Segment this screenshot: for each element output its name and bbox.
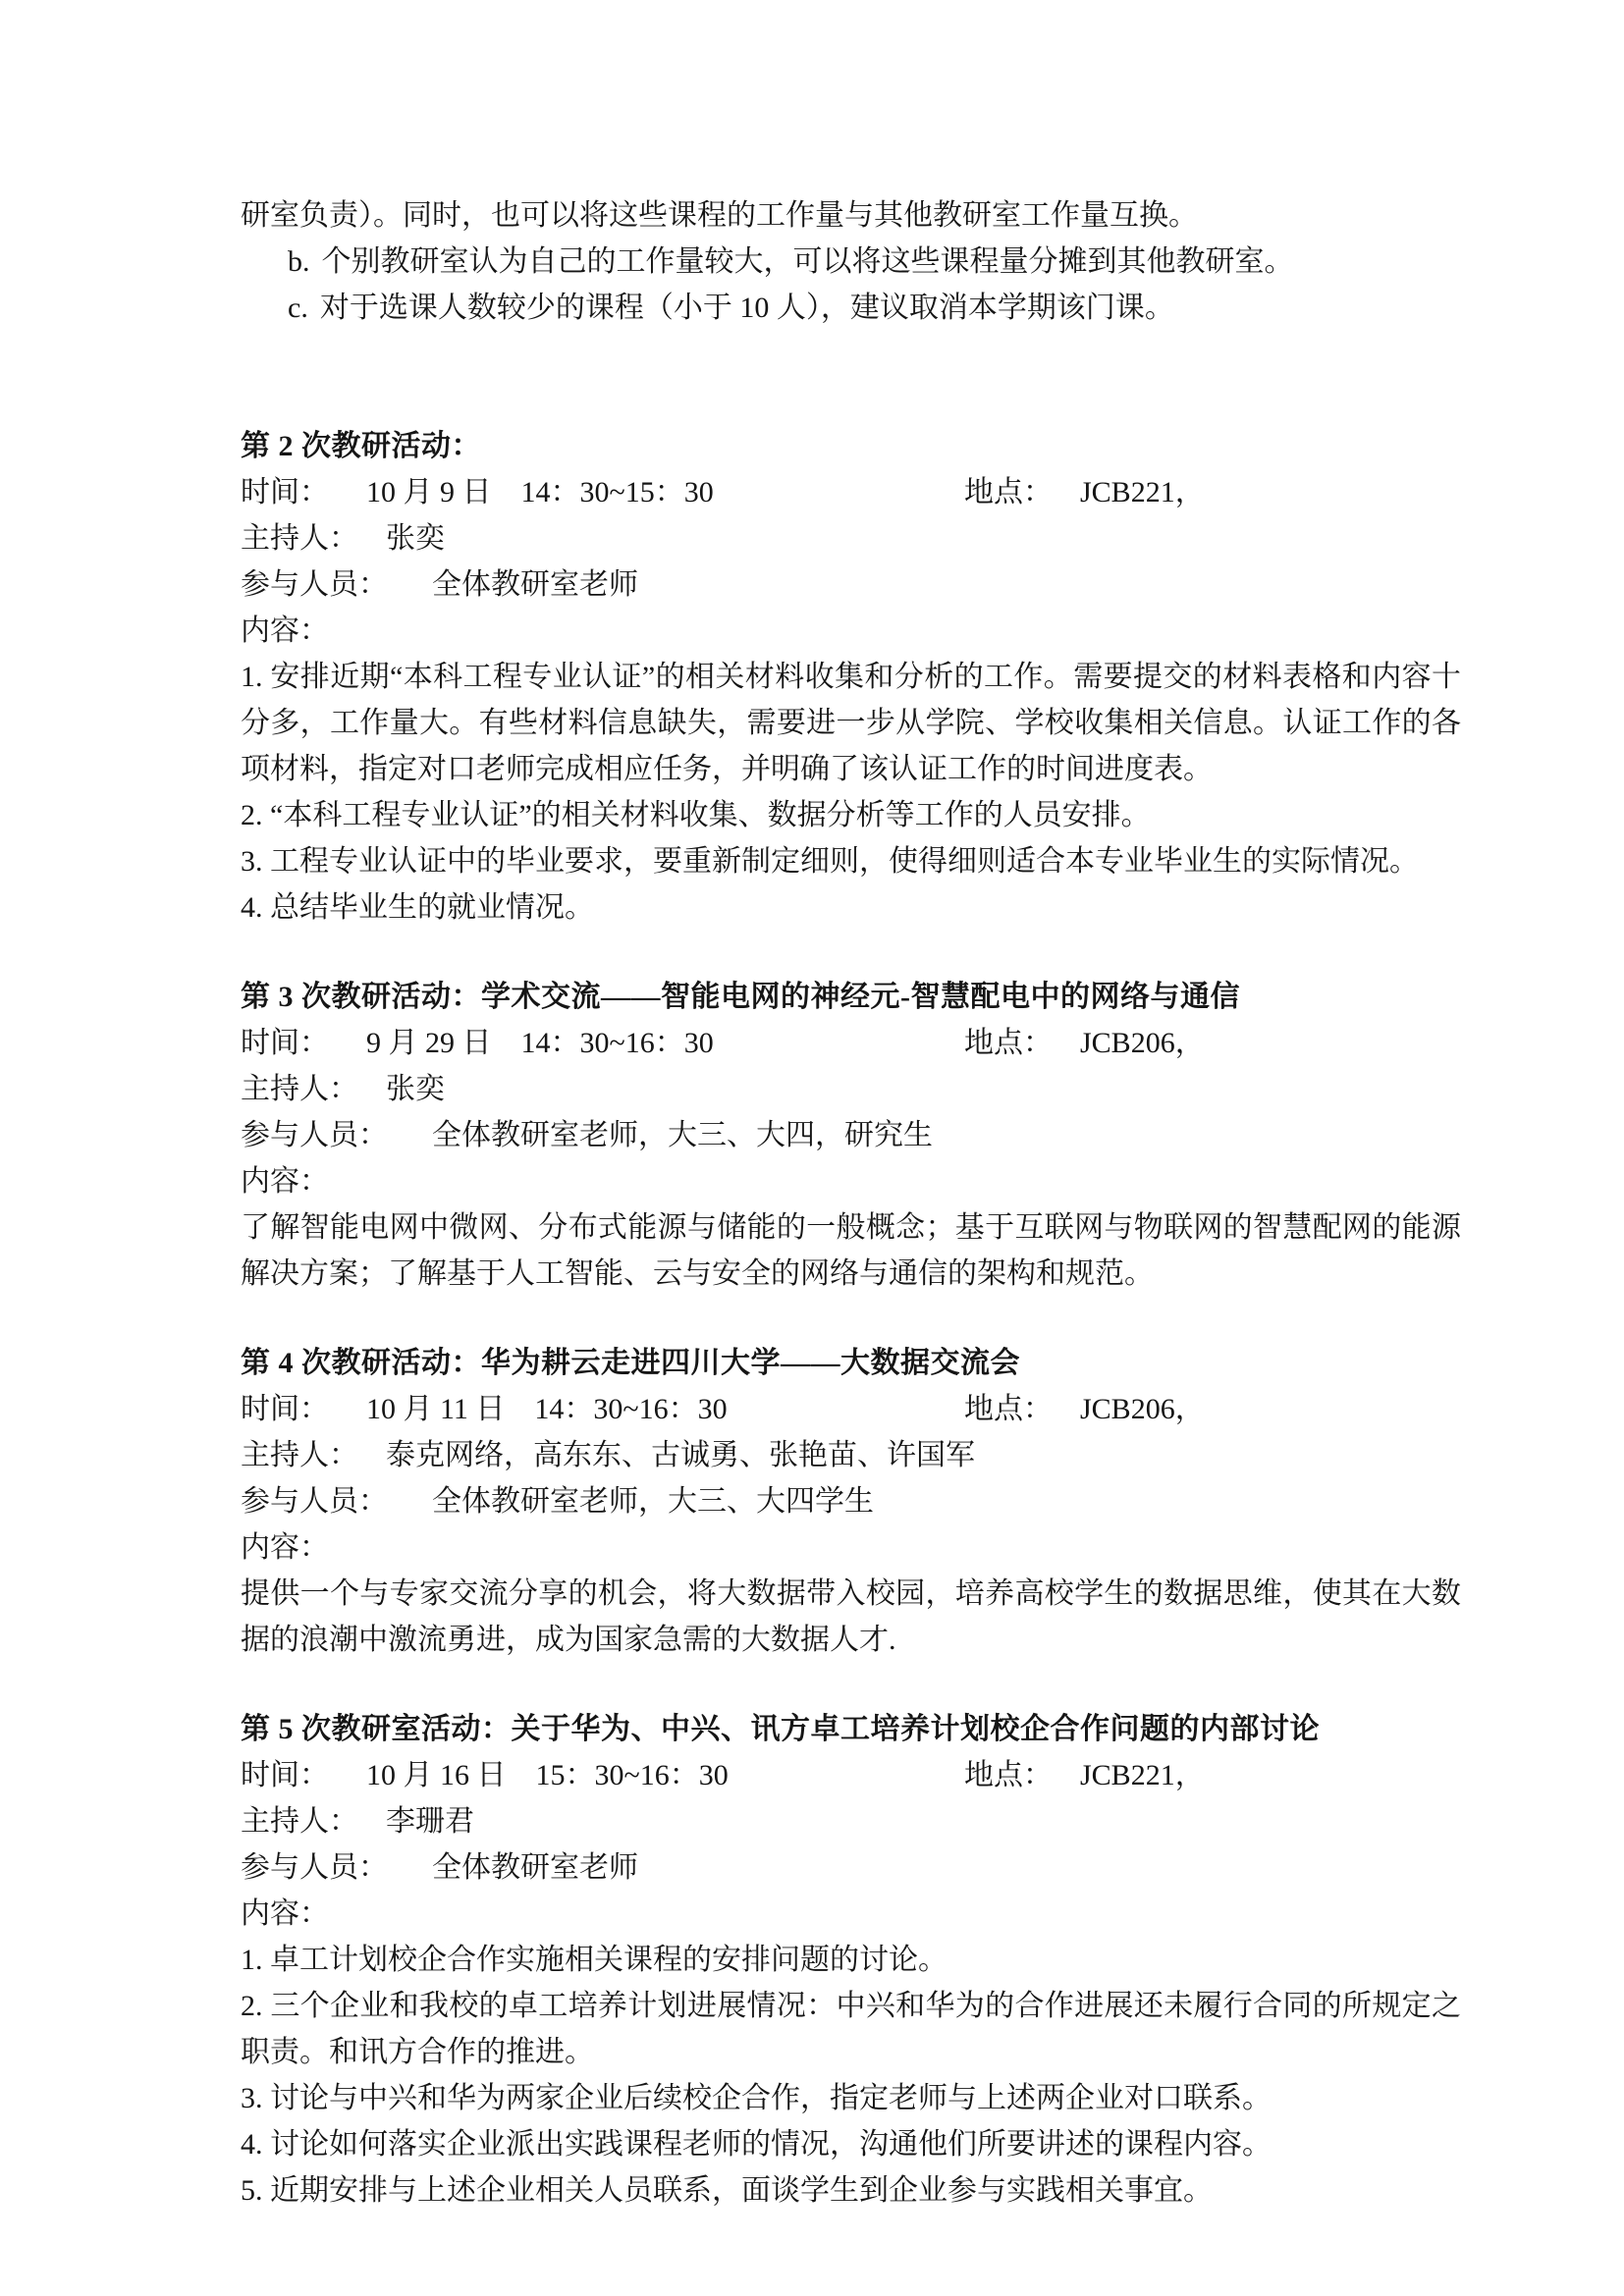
activity-4-participants-row <box>241 1478 1461 1524</box>
activity-3-participants-row <box>241 1112 1461 1158</box>
host-value: 泰克网络，高东东、古诚勇、张艳苗、许国军 <box>386 1439 975 1471</box>
content-paragraph: 2. 三个企业和我校的卓工培养计划进展情况：中兴和华为的合作进展还未履行合同的所规定之职责。和讯方合作的推进。 <box>241 1990 1461 2068</box>
location-value: JCB221， <box>1080 1759 1205 1791</box>
activity-5-host-row <box>241 1798 1461 1844</box>
list-marker-b: b. <box>288 245 310 278</box>
content-paragraph: 了解智能电网中微网、分布式能源与储能的一般概念；基于互联网与物联网的智慧配网的能源解决方案；了解基于人工智能、云与安全的网络与通信的架构和规范。 <box>241 1211 1461 1290</box>
time-group <box>241 469 964 515</box>
location-group <box>964 1386 1205 1432</box>
intro-list-item-b <box>241 239 1461 285</box>
location-group <box>964 1020 1205 1066</box>
participants-value: 全体教研室老师，大三、大四，研究生 <box>432 1119 933 1151</box>
list-text-c: 对于选课人数较少的课程（小于 10 人），建议取消本学期该门课。 <box>319 292 1174 324</box>
activity-4-title: 第 4 次教研活动：华为耕云走进四川大学——大数据交流会 <box>241 1347 1020 1379</box>
activity-2-host-row <box>241 515 1461 561</box>
content-paragraph: 1. 卓工计划校企合作实施相关课程的安排问题的讨论。 <box>241 1944 947 1976</box>
location-label: 地点： <box>964 1393 1053 1425</box>
activity-5-participants-row <box>241 1844 1461 1891</box>
time-label: 时间： <box>241 1027 329 1059</box>
activity-3-section <box>241 974 1461 1297</box>
time-group <box>241 1752 964 1798</box>
location-group <box>964 1752 1205 1798</box>
content-paragraph: 3. 工程专业认证中的毕业要求，要重新制定细则，使得细则适合本专业毕业生的实际情况。 <box>241 845 1419 878</box>
time-value: 10 月 11 日 14：30~16：30 <box>366 1393 728 1425</box>
content-paragraph: 1. 安排近期“本科工程专业认证”的相关材料收集和分析的工作。需要提交的材料表格和内容十分多，工作量大。有些材料信息缺失，需要进一步从学院、学校收集相关信息。认证工作的各项材料，指定对口老师完成相应任务，并明确了该认证工作的时间进度表。 <box>241 661 1461 785</box>
activity-4-section <box>241 1340 1461 1663</box>
activity-3-host-row <box>241 1066 1461 1112</box>
intro-list-item-c <box>241 285 1461 331</box>
participants-label: 参与人员： <box>241 1485 388 1518</box>
content-label: 内容： <box>241 1531 329 1564</box>
content-paragraph: 4. 讨论如何落实企业派出实践课程老师的情况，沟通他们所要讲述的课程内容。 <box>241 2128 1272 2161</box>
host-label: 主持人： <box>241 1805 358 1838</box>
host-label: 主持人： <box>241 522 358 555</box>
host-value: 张奕 <box>386 522 445 555</box>
activity-3-title: 第 3 次教研活动：学术交流——智能电网的神经元-智慧配电中的网络与通信 <box>241 981 1240 1013</box>
activity-4-host-row <box>241 1432 1461 1478</box>
activity-5-time-row <box>241 1752 1461 1798</box>
content-label: 内容： <box>241 1897 329 1930</box>
time-label: 时间： <box>241 1393 329 1425</box>
activity-4-time-row <box>241 1386 1461 1432</box>
location-value: JCB206， <box>1080 1027 1205 1059</box>
time-value: 10 月 9 日 14：30~15：30 <box>366 476 714 508</box>
time-group <box>241 1386 964 1432</box>
location-value: JCB221， <box>1080 476 1205 508</box>
list-text-b: 个别教研室认为自己的工作量较大，可以将这些课程量分摊到其他教研室。 <box>321 245 1294 278</box>
content-label: 内容： <box>241 614 329 647</box>
participants-value: 全体教研室老师 <box>432 568 638 601</box>
activity-3-time-row <box>241 1020 1461 1066</box>
participants-label: 参与人员： <box>241 1119 388 1151</box>
participants-label: 参与人员： <box>241 568 388 601</box>
activity-2-participants-row <box>241 561 1461 608</box>
location-group <box>964 469 1205 515</box>
host-label: 主持人： <box>241 1439 358 1471</box>
activity-2-title: 第 2 次教研活动： <box>241 430 481 462</box>
time-label: 时间： <box>241 1759 329 1791</box>
host-label: 主持人： <box>241 1073 358 1105</box>
content-paragraph: 2. “本科工程专业认证”的相关材料收集、数据分析等工作的人员安排。 <box>241 799 1151 831</box>
time-label: 时间： <box>241 476 329 508</box>
time-group <box>241 1020 964 1066</box>
host-value: 张奕 <box>386 1073 445 1105</box>
content-paragraph: 提供一个与专家交流分享的机会，将大数据带入校园，培养高校学生的数据思维，使其在大数据的浪潮中激流勇进，成为国家急需的大数据人才. <box>241 1577 1461 1656</box>
participants-label: 参与人员： <box>241 1851 388 1884</box>
intro-continuation-paragraph: 研室负责）。同时，也可以将这些课程的工作量与其他教研室工作量互换。 <box>241 199 1198 232</box>
content-paragraph: 3. 讨论与中兴和华为两家企业后续校企合作，指定老师与上述两企业对口联系。 <box>241 2082 1272 2114</box>
location-label: 地点： <box>964 1759 1053 1791</box>
content-label: 内容： <box>241 1165 329 1198</box>
time-value: 10 月 16 日 15：30~16：30 <box>366 1759 729 1791</box>
content-paragraph: 5. 近期安排与上述企业相关人员联系，面谈学生到企业参与实践相关事宜。 <box>241 2174 1213 2207</box>
location-label: 地点： <box>964 476 1053 508</box>
activity-5-title: 第 5 次教研室活动：关于华为、中兴、讯方卓工培养计划校企合作问题的内部讨论 <box>241 1713 1320 1745</box>
host-value: 李珊君 <box>386 1805 474 1838</box>
activity-5-section <box>241 1706 1461 2214</box>
participants-value: 全体教研室老师，大三、大四学生 <box>432 1485 874 1518</box>
activity-2-time-row <box>241 469 1461 515</box>
time-value: 9 月 29 日 14：30~16：30 <box>366 1027 714 1059</box>
location-value: JCB206， <box>1080 1393 1205 1425</box>
list-marker-c: c. <box>288 292 308 324</box>
activity-2-section <box>241 423 1461 931</box>
content-paragraph: 4. 总结毕业生的就业情况。 <box>241 891 594 924</box>
document-content <box>241 192 1461 2214</box>
participants-value: 全体教研室老师 <box>432 1851 638 1884</box>
location-label: 地点： <box>964 1027 1053 1059</box>
